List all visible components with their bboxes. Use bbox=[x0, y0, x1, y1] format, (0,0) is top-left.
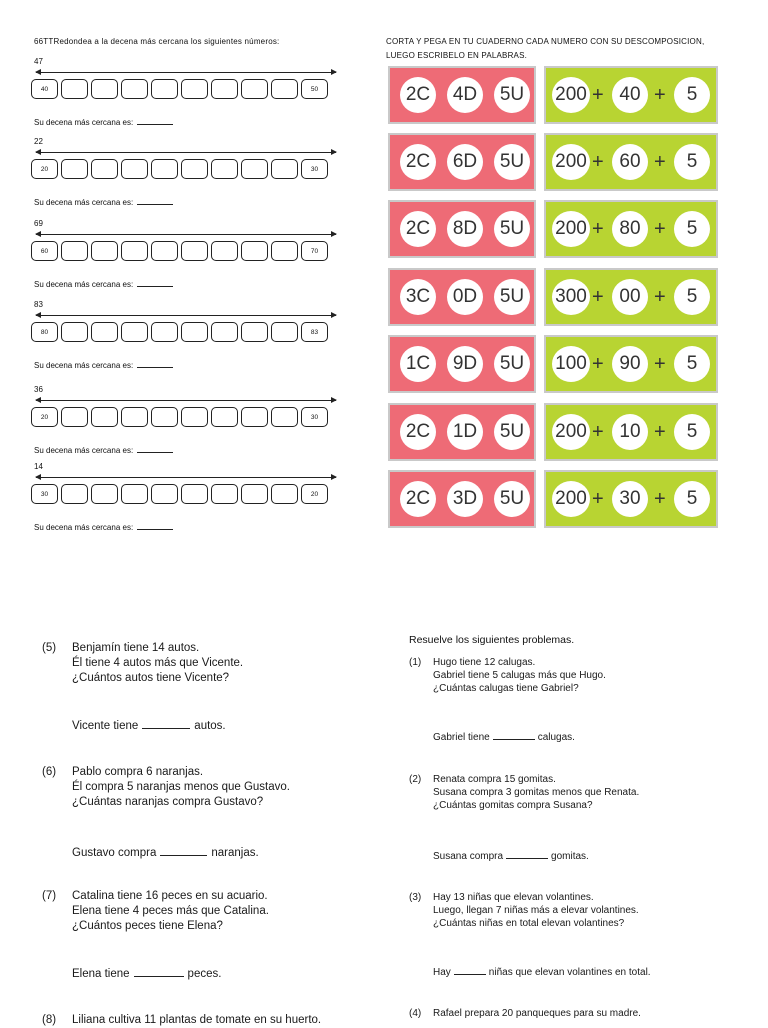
empty-number-box[interactable] bbox=[241, 407, 268, 427]
empty-number-box[interactable] bbox=[61, 159, 88, 179]
place-value-d: 6D bbox=[447, 144, 483, 180]
place-value-u: 5U bbox=[494, 144, 530, 180]
hundreds-value: 300 bbox=[552, 279, 590, 315]
empty-number-box[interactable] bbox=[241, 79, 268, 99]
answer-blank[interactable] bbox=[493, 730, 535, 740]
answer-prefix: Vicente tiene bbox=[72, 720, 139, 732]
empty-number-box[interactable] bbox=[271, 79, 298, 99]
place-value-d: 3D bbox=[447, 481, 483, 517]
empty-number-box[interactable] bbox=[151, 241, 178, 261]
plus-sign: + bbox=[654, 217, 666, 240]
number-line-arrow bbox=[36, 72, 336, 73]
place-value-c: 2C bbox=[400, 144, 436, 180]
number-line-arrow bbox=[36, 234, 336, 235]
place-value-card[interactable] bbox=[388, 66, 536, 124]
answer-blank[interactable] bbox=[160, 845, 207, 856]
problem-text-line: ¿Cuántas niñas en total elevan volantines? bbox=[433, 918, 625, 929]
answer-suffix: peces. bbox=[187, 968, 222, 980]
problem-text-line: ¿Cuántas calugas tiene Gabriel? bbox=[433, 683, 579, 694]
answer-blank[interactable] bbox=[137, 278, 173, 287]
answer-suffix: autos. bbox=[194, 720, 226, 732]
problem-number: (1) bbox=[409, 657, 422, 668]
empty-number-box[interactable] bbox=[61, 322, 88, 342]
empty-number-box[interactable] bbox=[61, 484, 88, 504]
place-value-card[interactable] bbox=[388, 335, 536, 393]
units-value: 5 bbox=[674, 414, 710, 450]
hundreds-value: 200 bbox=[552, 144, 590, 180]
number-line-boxes bbox=[31, 407, 328, 427]
problem-answer bbox=[433, 965, 651, 978]
word-problem bbox=[409, 657, 739, 696]
empty-number-box[interactable] bbox=[91, 79, 118, 99]
empty-number-box[interactable] bbox=[61, 79, 88, 99]
place-value-d: 0D bbox=[447, 279, 483, 315]
empty-number-box[interactable] bbox=[181, 241, 208, 261]
problem-answer bbox=[433, 730, 575, 743]
place-value-u: 5U bbox=[494, 346, 530, 382]
place-value-card[interactable] bbox=[388, 268, 536, 326]
rounding-number: 69 bbox=[34, 219, 43, 228]
empty-number-box[interactable] bbox=[151, 407, 178, 427]
answer-blank[interactable] bbox=[137, 116, 173, 125]
plus-sign: + bbox=[592, 83, 604, 106]
right-decade-box: 70 bbox=[301, 241, 328, 261]
problem-text-line: Susana compra 3 gomitas menos que Renata. bbox=[433, 787, 640, 798]
units-value: 5 bbox=[674, 144, 710, 180]
nearest-decade-answer bbox=[34, 116, 173, 127]
empty-number-box[interactable] bbox=[241, 241, 268, 261]
word-problem bbox=[42, 889, 382, 934]
problem-text-line: Renata compra 15 gomitas. bbox=[433, 774, 556, 785]
number-line-boxes bbox=[31, 322, 328, 342]
rounding-number: 36 bbox=[34, 385, 43, 394]
left-decade-box: 60 bbox=[31, 241, 58, 261]
answer-prompt: Su decena más cercana es: bbox=[34, 198, 134, 207]
tens-value: 80 bbox=[612, 211, 648, 247]
tens-value: 00 bbox=[612, 279, 648, 315]
empty-number-box[interactable] bbox=[91, 484, 118, 504]
problem-text-line: Él tiene 4 autos más que Vicente. bbox=[72, 657, 244, 669]
place-value-d: 9D bbox=[447, 346, 483, 382]
empty-number-box[interactable] bbox=[121, 407, 148, 427]
place-value-d: 8D bbox=[447, 211, 483, 247]
nearest-decade-answer bbox=[34, 278, 173, 289]
problem-number: (8) bbox=[42, 1014, 57, 1026]
word-problem bbox=[42, 765, 382, 810]
empty-number-box[interactable] bbox=[211, 407, 238, 427]
place-value-d: 4D bbox=[447, 77, 483, 113]
empty-number-box[interactable] bbox=[61, 407, 88, 427]
problem-text-line: Pablo compra 6 naranjas. bbox=[72, 766, 204, 778]
hundreds-value: 100 bbox=[552, 346, 590, 382]
place-value-d: 1D bbox=[447, 414, 483, 450]
answer-blank[interactable] bbox=[137, 359, 173, 368]
problem-text-line: ¿Cuántas naranjas compra Gustavo? bbox=[72, 796, 264, 808]
problem-text-line: Hay 13 niñas que elevan volantines. bbox=[433, 892, 594, 903]
answer-suffix: gomitas. bbox=[551, 851, 589, 862]
place-value-card[interactable] bbox=[388, 200, 536, 258]
right-decade-box: 20 bbox=[301, 484, 328, 504]
place-value-u: 5U bbox=[494, 279, 530, 315]
plus-sign: + bbox=[592, 217, 604, 240]
hundreds-value: 200 bbox=[552, 414, 590, 450]
empty-number-box[interactable] bbox=[91, 322, 118, 342]
left-decade-box: 80 bbox=[31, 322, 58, 342]
empty-number-box[interactable] bbox=[271, 484, 298, 504]
empty-number-box[interactable] bbox=[271, 407, 298, 427]
problem-text-line: Hugo tiene 12 calugas. bbox=[433, 657, 536, 668]
empty-number-box[interactable] bbox=[241, 322, 268, 342]
plus-sign: + bbox=[654, 487, 666, 510]
problem-text-line: ¿Cuántos autos tiene Vicente? bbox=[72, 672, 230, 684]
empty-number-box[interactable] bbox=[211, 322, 238, 342]
answer-blank[interactable] bbox=[454, 965, 486, 975]
answer-prompt: Su decena más cercana es: bbox=[34, 446, 134, 455]
empty-number-box[interactable] bbox=[211, 241, 238, 261]
problem-number: (6) bbox=[42, 766, 57, 778]
empty-number-box[interactable] bbox=[61, 241, 88, 261]
hundreds-value: 200 bbox=[552, 211, 590, 247]
empty-number-box[interactable] bbox=[151, 159, 178, 179]
answer-prefix: Gabriel tiene bbox=[433, 732, 490, 743]
empty-number-box[interactable] bbox=[271, 159, 298, 179]
plus-sign: + bbox=[654, 285, 666, 308]
answer-prompt: Su decena más cercana es: bbox=[34, 280, 134, 289]
problem-text-line: Benjamín tiene 14 autos. bbox=[72, 642, 200, 654]
answer-blank[interactable] bbox=[137, 444, 173, 453]
place-value-card[interactable] bbox=[388, 133, 536, 191]
right-decade-box: 30 bbox=[301, 407, 328, 427]
plus-sign: + bbox=[592, 285, 604, 308]
number-line-arrow bbox=[36, 400, 336, 401]
expanded-form-card[interactable] bbox=[544, 335, 718, 393]
place-value-u: 5U bbox=[494, 481, 530, 517]
answer-blank[interactable] bbox=[134, 966, 184, 977]
nearest-decade-answer bbox=[34, 196, 173, 207]
problem-number: (7) bbox=[42, 890, 57, 902]
right-decade-box: 30 bbox=[301, 159, 328, 179]
tens-value: 30 bbox=[612, 481, 648, 517]
expanded-form-card[interactable] bbox=[544, 200, 718, 258]
problem-answer bbox=[72, 966, 221, 980]
answer-prompt: Su decena más cercana es: bbox=[34, 361, 134, 370]
problem-text-line: Luego, llegan 7 niñas más a elevar volantines. bbox=[433, 905, 639, 916]
empty-number-box[interactable] bbox=[241, 159, 268, 179]
answer-prompt: Su decena más cercana es: bbox=[34, 118, 134, 127]
answer-prefix: Susana compra bbox=[433, 851, 504, 862]
empty-number-box[interactable] bbox=[151, 79, 178, 99]
empty-number-box[interactable] bbox=[121, 322, 148, 342]
place-value-c: 2C bbox=[400, 211, 436, 247]
empty-number-box[interactable] bbox=[91, 241, 118, 261]
plus-sign: + bbox=[654, 420, 666, 443]
number-line-arrow bbox=[36, 315, 336, 316]
rounding-number: 22 bbox=[34, 137, 43, 146]
word-problem bbox=[409, 892, 739, 931]
right-decade-box: 50 bbox=[301, 79, 328, 99]
problem-text-line: ¿Cuántas gomitas compra Susana? bbox=[433, 800, 593, 811]
problem-answer bbox=[72, 845, 259, 859]
plus-sign: + bbox=[592, 150, 604, 173]
word-problem bbox=[42, 641, 382, 686]
word-problem bbox=[409, 774, 739, 813]
empty-number-box[interactable] bbox=[241, 484, 268, 504]
problem-answer bbox=[72, 718, 226, 732]
tens-value: 60 bbox=[612, 144, 648, 180]
empty-number-box[interactable] bbox=[91, 407, 118, 427]
answer-suffix: niñas que elevan volantines en total. bbox=[488, 967, 651, 978]
problem-text-line: Catalina tiene 16 peces en su acuario. bbox=[72, 890, 268, 902]
empty-number-box[interactable] bbox=[181, 322, 208, 342]
nearest-decade-answer bbox=[34, 521, 173, 532]
plus-sign: + bbox=[654, 352, 666, 375]
place-value-u: 5U bbox=[494, 77, 530, 113]
empty-number-box[interactable] bbox=[121, 79, 148, 99]
hundreds-value: 200 bbox=[552, 77, 590, 113]
place-value-c: 2C bbox=[400, 77, 436, 113]
decomposition-instruction-line2: LUEGO ESCRIBELO EN PALABRAS. bbox=[386, 51, 528, 60]
place-value-card[interactable] bbox=[388, 403, 536, 461]
units-value: 5 bbox=[674, 77, 710, 113]
problem-number: (4) bbox=[409, 1008, 422, 1019]
empty-number-box[interactable] bbox=[181, 484, 208, 504]
rounding-number: 14 bbox=[34, 462, 43, 471]
place-value-c: 2C bbox=[400, 481, 436, 517]
answer-blank[interactable] bbox=[137, 196, 173, 205]
empty-number-box[interactable] bbox=[181, 407, 208, 427]
word-problem bbox=[42, 1013, 382, 1028]
nearest-decade-answer bbox=[34, 359, 173, 370]
answer-blank[interactable] bbox=[506, 849, 548, 859]
empty-number-box[interactable] bbox=[121, 241, 148, 261]
left-decade-box: 40 bbox=[31, 79, 58, 99]
expanded-form-card[interactable] bbox=[544, 133, 718, 191]
empty-number-box[interactable] bbox=[271, 241, 298, 261]
empty-number-box[interactable] bbox=[181, 159, 208, 179]
plus-sign: + bbox=[654, 83, 666, 106]
rounding-instruction: 66TTRedondea a la decena más cercana los siguientes números: bbox=[34, 37, 280, 46]
place-value-c: 3C bbox=[400, 279, 436, 315]
answer-prompt: Su decena más cercana es: bbox=[34, 523, 134, 532]
expanded-form-card[interactable] bbox=[544, 66, 718, 124]
hundreds-value: 200 bbox=[552, 481, 590, 517]
problem-answer bbox=[433, 849, 589, 862]
place-value-u: 5U bbox=[494, 414, 530, 450]
answer-prefix: Elena tiene bbox=[72, 968, 130, 980]
empty-number-box[interactable] bbox=[211, 79, 238, 99]
place-value-c: 1C bbox=[400, 346, 436, 382]
problem-text-line: Rafael prepara 20 panqueques para su madre. bbox=[433, 1008, 641, 1019]
problem-text-line: Gabriel tiene 5 calugas más que Hugo. bbox=[433, 670, 606, 681]
tens-value: 90 bbox=[612, 346, 648, 382]
expanded-form-card[interactable] bbox=[544, 470, 718, 528]
answer-suffix: calugas. bbox=[537, 732, 575, 743]
expanded-form-card[interactable] bbox=[544, 403, 718, 461]
empty-number-box[interactable] bbox=[151, 322, 178, 342]
problem-number: (2) bbox=[409, 774, 422, 785]
problem-text-line: Él compra 5 naranjas menos que Gustavo. bbox=[72, 781, 290, 793]
empty-number-box[interactable] bbox=[121, 159, 148, 179]
right-decade-box: 83 bbox=[301, 322, 328, 342]
place-value-card[interactable] bbox=[388, 470, 536, 528]
rounding-number: 47 bbox=[34, 57, 43, 66]
plus-sign: + bbox=[654, 150, 666, 173]
empty-number-box[interactable] bbox=[271, 322, 298, 342]
units-value: 5 bbox=[674, 211, 710, 247]
answer-prefix: Gustavo compra bbox=[72, 847, 157, 859]
answer-suffix: naranjas. bbox=[211, 847, 259, 859]
units-value: 5 bbox=[674, 279, 710, 315]
empty-number-box[interactable] bbox=[121, 484, 148, 504]
units-value: 5 bbox=[674, 481, 710, 517]
left-decade-box: 30 bbox=[31, 484, 58, 504]
problem-text-line: Liliana cultiva 11 plantas de tomate en su huerto. bbox=[72, 1014, 322, 1026]
answer-prefix: Hay bbox=[433, 967, 451, 978]
answer-blank[interactable] bbox=[137, 521, 173, 530]
tens-value: 40 bbox=[612, 77, 648, 113]
plus-sign: + bbox=[592, 487, 604, 510]
expanded-form-card[interactable] bbox=[544, 268, 718, 326]
problem-number: (3) bbox=[409, 892, 422, 903]
empty-number-box[interactable] bbox=[211, 159, 238, 179]
number-line-boxes bbox=[31, 159, 328, 179]
units-value: 5 bbox=[674, 346, 710, 382]
word-problem bbox=[409, 1008, 739, 1021]
empty-number-box[interactable] bbox=[91, 159, 118, 179]
nearest-decade-answer bbox=[34, 444, 173, 455]
number-line-boxes bbox=[31, 241, 328, 261]
problem-text-line: ¿Cuántos peces tiene Elena? bbox=[72, 920, 223, 932]
rounding-number: 83 bbox=[34, 300, 43, 309]
left-decade-box: 20 bbox=[31, 159, 58, 179]
tens-value: 10 bbox=[612, 414, 648, 450]
problem-text-line: Elena tiene 4 peces más que Catalina. bbox=[72, 905, 269, 917]
left-decade-box: 20 bbox=[31, 407, 58, 427]
number-line-boxes bbox=[31, 79, 328, 99]
empty-number-box[interactable] bbox=[151, 484, 178, 504]
number-line-arrow bbox=[36, 477, 336, 478]
plus-sign: + bbox=[592, 420, 604, 443]
problem-number: (5) bbox=[42, 642, 57, 654]
empty-number-box[interactable] bbox=[181, 79, 208, 99]
answer-blank[interactable] bbox=[142, 718, 190, 729]
empty-number-box[interactable] bbox=[211, 484, 238, 504]
place-value-c: 2C bbox=[400, 414, 436, 450]
number-line-boxes bbox=[31, 484, 328, 504]
right-problems-heading: Resuelve los siguientes problemas. bbox=[409, 634, 575, 646]
place-value-u: 5U bbox=[494, 211, 530, 247]
number-line-arrow bbox=[36, 152, 336, 153]
plus-sign: + bbox=[592, 352, 604, 375]
decomposition-instruction-line1: CORTA Y PEGA EN TU CUADERNO CADA NUMERO CON SU DESCOMPOSICION, bbox=[386, 37, 705, 46]
